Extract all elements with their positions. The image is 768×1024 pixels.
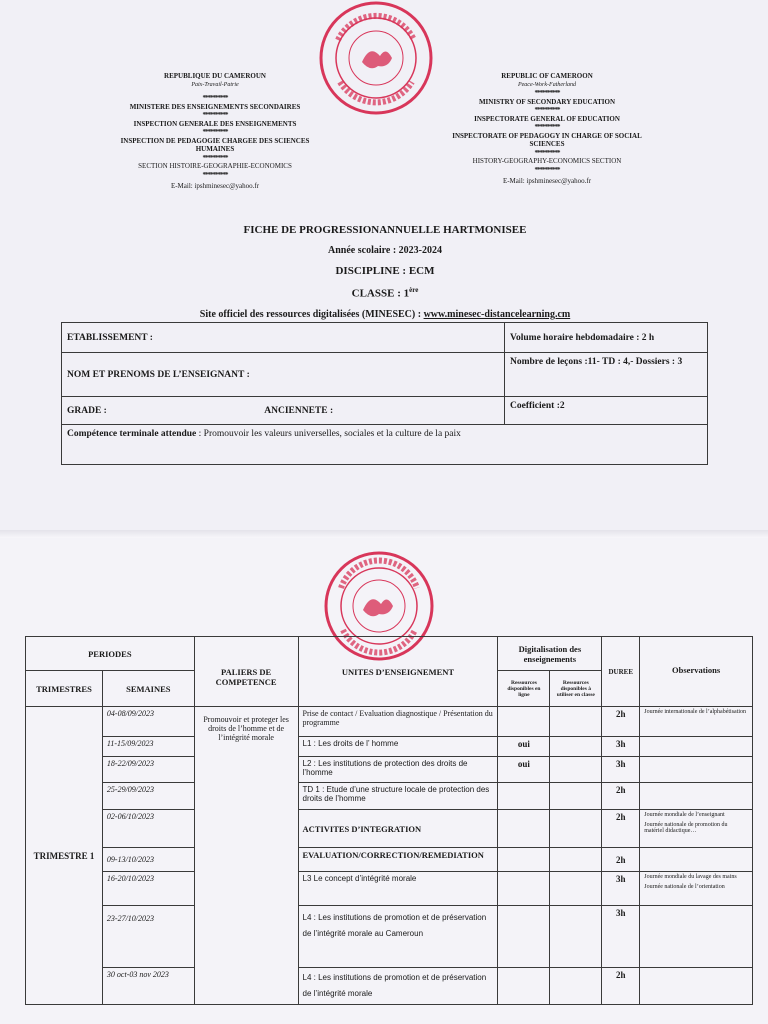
classe-cell bbox=[550, 872, 602, 906]
separator: ********** bbox=[534, 165, 560, 174]
table-row bbox=[26, 872, 753, 906]
inspection-pedagogie: INSPECTION DE PEDAGOGIE CHARGEE DES SCIENCES HUMAINES bbox=[120, 136, 310, 153]
ligne-cell bbox=[498, 968, 550, 1005]
classe-cell bbox=[550, 968, 602, 1005]
classe-cell bbox=[550, 783, 602, 810]
ress-classe-header: Ressources disponibles à utiliser en classe bbox=[550, 671, 602, 707]
competence-cell bbox=[62, 425, 708, 465]
semaine-cell: 11-15/09/2023 bbox=[102, 737, 194, 757]
obs-line: Journée nationale de promotion du matériel didactique… bbox=[644, 822, 728, 834]
table-row bbox=[26, 757, 753, 783]
unite-cell: EVALUATION/CORRECTION/REMEDIATION bbox=[298, 848, 498, 872]
ligne-cell bbox=[498, 783, 550, 810]
classe-cell bbox=[550, 707, 602, 737]
classe-label: CLASSE : 1 bbox=[351, 287, 410, 300]
obs-line: Journée nationale de l’orientation bbox=[644, 884, 725, 890]
site-label: Site officiel des ressources digitalisées (MINESEC) : bbox=[199, 308, 424, 320]
periodes-header: PERIODES bbox=[26, 637, 195, 671]
unites-header: UNITES D’ENSEIGNEMENT bbox=[298, 637, 498, 707]
separator: ********** bbox=[534, 148, 560, 157]
duree-cell: 2h bbox=[602, 707, 640, 737]
table-row bbox=[26, 737, 753, 757]
ligne-cell bbox=[498, 848, 550, 872]
table-row bbox=[26, 906, 753, 968]
ligne-cell bbox=[498, 810, 550, 848]
duree-header: DUREE bbox=[602, 637, 640, 707]
obs-cell bbox=[640, 757, 753, 783]
ligne-cell bbox=[498, 906, 550, 968]
obs-line: Journée mondiale du lavage des mains bbox=[644, 874, 737, 880]
obs-cell bbox=[640, 737, 753, 757]
classe-cell bbox=[550, 737, 602, 757]
obs-line: Journée mondiale de l’enseignant bbox=[644, 812, 725, 818]
info-table bbox=[61, 322, 708, 465]
motto-fr: Paix-Travail-Patrie bbox=[191, 81, 239, 88]
obs-cell bbox=[640, 872, 753, 906]
semaine-cell: 16-20/10/2023 bbox=[102, 872, 194, 906]
motto-en: Peace-Work-Fatherland bbox=[517, 81, 577, 88]
separator: ********** bbox=[534, 89, 560, 97]
duree-cell: 3h bbox=[602, 757, 640, 783]
obs-cell bbox=[640, 810, 753, 848]
table-row bbox=[26, 707, 753, 737]
ligne-cell: oui bbox=[498, 737, 550, 757]
annee-scolaire: Année scolaire : 2023-2024 bbox=[328, 245, 442, 256]
separator: ********** bbox=[202, 128, 228, 136]
classe-sup: ère bbox=[409, 286, 419, 294]
lecons-cell: Nombre de leçons :11- TD : 4,- Dossiers : 3 bbox=[505, 353, 708, 397]
discipline: DISCIPLINE : ECM bbox=[335, 265, 435, 277]
ress-ligne-header: Ressources disponibles en ligne bbox=[498, 671, 550, 707]
site-line bbox=[150, 309, 620, 320]
separator: ********** bbox=[534, 123, 560, 131]
obs-cell bbox=[640, 906, 753, 968]
site-link[interactable]: www.minesec-distancelearning.cm bbox=[423, 308, 571, 320]
palier-cell bbox=[194, 707, 298, 1005]
document-titles bbox=[150, 224, 620, 329]
ministry-en: MINISTRY OF SECONDARY EDUCATION bbox=[478, 97, 616, 106]
page-seam bbox=[0, 530, 768, 538]
nom-cell: NOM ET PRENOMS DE L’ENSEIGNANT : bbox=[62, 353, 505, 397]
observations-header: Observations bbox=[640, 637, 753, 707]
etablissement-cell: ETABLISSEMENT : bbox=[62, 323, 505, 353]
palier-text: Promouvoir et proteger les droits de l’homme et de l’intégrité morale bbox=[203, 715, 289, 742]
unite-cell: L4 : Les institutions de promotion et de préservation de l’intégrité morale bbox=[298, 968, 498, 1005]
inspectorate-general: INSPECTORATE GENERAL OF EDUCATION bbox=[474, 114, 620, 123]
separator: ********** bbox=[534, 106, 560, 114]
classe-cell bbox=[550, 848, 602, 872]
separator: ********** bbox=[202, 170, 228, 179]
duree-cell: 3h bbox=[602, 737, 640, 757]
unite-cell: ACTIVITES D’INTEGRATION bbox=[298, 810, 498, 848]
section-en: HISTORY-GEOGRAPHY-ECONOMICS SECTION bbox=[472, 157, 622, 165]
duree-cell: 3h bbox=[602, 872, 640, 906]
inspection-generale: INSPECTION GENERALE DES ENSEIGNEMENTS bbox=[133, 119, 297, 128]
official-stamp-top bbox=[318, 0, 434, 116]
unite-cell: Prise de contact / Evaluation diagnostique / Présentation du programme bbox=[298, 707, 498, 737]
ligne-cell bbox=[498, 872, 550, 906]
classe bbox=[150, 286, 620, 300]
semaine-cell: 18-22/09/2023 bbox=[102, 757, 194, 783]
separator: ********** bbox=[202, 111, 228, 119]
semaines-header: SEMAINES bbox=[102, 671, 194, 707]
semaine-cell: 23-27/10/2023 bbox=[102, 906, 194, 968]
table-row bbox=[26, 783, 753, 810]
unite-cell: L1 : Les droits de l’ homme bbox=[298, 737, 498, 757]
classe-cell bbox=[550, 906, 602, 968]
anciennete-label: ANCIENNETE : bbox=[264, 405, 334, 416]
table-row bbox=[26, 810, 753, 848]
semaine-cell: 02-06/10/2023 bbox=[102, 810, 194, 848]
separator: ********** bbox=[202, 153, 228, 162]
paliers-header: PALIERS DE COMPETENCE bbox=[194, 637, 298, 707]
volume-cell: Volume horaire hebdomadaire : 2 h bbox=[505, 323, 708, 353]
competence-value: : Promouvoir les valeurs universelles, sociales et la culture de la paix bbox=[196, 429, 461, 439]
email-en: E-Mail: ipshminesec@yahoo.fr bbox=[502, 177, 592, 185]
email-fr: E-Mail: ipshminesec@yahoo.fr bbox=[170, 182, 260, 190]
semaine-cell: 25-29/09/2023 bbox=[102, 783, 194, 810]
grade-cell bbox=[62, 397, 505, 425]
separator: ********** bbox=[202, 94, 228, 102]
coefficient-cell: Coefficient :2 bbox=[505, 397, 708, 425]
classe-cell bbox=[550, 810, 602, 848]
progression-table bbox=[25, 636, 753, 1005]
obs-cell bbox=[640, 968, 753, 1005]
semaine-cell: 04-08/09/2023 bbox=[102, 707, 194, 737]
header-left bbox=[110, 72, 320, 191]
trimestres-header: TRIMESTRES bbox=[26, 671, 103, 707]
section-fr: SECTION HISTOIRE-GEOGRAPHIE-ECONOMICS bbox=[138, 162, 292, 170]
country-fr: REPUBLIQUE DU CAMEROUN bbox=[164, 72, 266, 80]
country-en: REPUBLIC OF CAMEROON bbox=[501, 72, 593, 80]
fiche-title: FICHE DE PROGRESSIONANNUELLE HARTMONISEE bbox=[243, 224, 527, 236]
classe-cell bbox=[550, 757, 602, 783]
obs-cell bbox=[640, 783, 753, 810]
header-right bbox=[452, 72, 642, 186]
stamp-seal-icon bbox=[318, 0, 434, 116]
ligne-cell bbox=[498, 707, 550, 737]
grade-label: GRADE : bbox=[67, 405, 107, 416]
inspectorate-pedagogy: INSPECTORATE OF PEDAGOGY IN CHARGE OF SOCIAL SCIENCES bbox=[452, 131, 642, 148]
duree-cell: 2h bbox=[602, 968, 640, 1005]
duree-cell: 2h bbox=[602, 783, 640, 810]
obs-cell bbox=[640, 848, 753, 872]
ligne-cell: oui bbox=[498, 757, 550, 783]
duree-cell: 2h bbox=[602, 810, 640, 848]
duree-cell: 3h bbox=[602, 906, 640, 968]
obs-cell: Journée internationale de l’alphabétisation bbox=[640, 707, 753, 737]
table-row bbox=[26, 848, 753, 872]
semaine-cell: 09-13/10/2023 bbox=[102, 848, 194, 872]
ministry-fr: MINISTERE DES ENSEIGNEMENTS SECONDAIRES bbox=[129, 102, 301, 111]
unite-cell: L3 Le concept d’intégrité morale bbox=[298, 872, 498, 906]
duree-cell: 2h bbox=[602, 848, 640, 872]
table-row bbox=[26, 968, 753, 1005]
unite-cell: L4 : Les institutions de promotion et de préservation de l’intégrité morale au Cameroun bbox=[298, 906, 498, 968]
digital-header: Digitalisation des enseignements bbox=[498, 637, 602, 671]
competence-label: Compétence terminale attendue bbox=[67, 429, 197, 439]
semaine-cell: 30 oct-03 nov 2023 bbox=[102, 968, 194, 1005]
unite-cell: TD 1 : Etude d’une structure locale de protection des droits de l’homme bbox=[298, 783, 498, 810]
unite-cell: L2 : Les institutions de protection des droits de l’homme bbox=[298, 757, 498, 783]
trimestre-cell: TRIMESTRE 1 bbox=[26, 707, 103, 1005]
